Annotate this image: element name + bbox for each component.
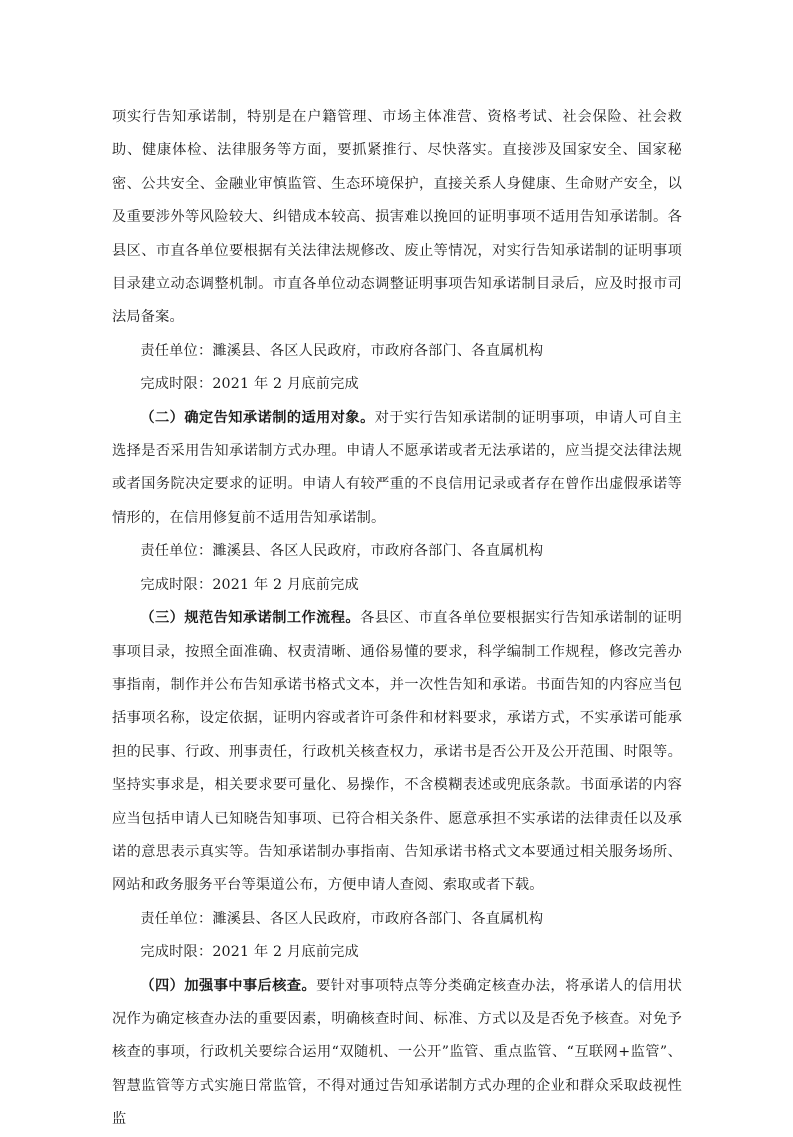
section-heading: （二）确定告知承诺制的适用对象。 — [140, 409, 375, 426]
section-heading: （三）规范告知承诺制工作流程。 — [140, 610, 361, 627]
document-body — [112, 101, 682, 1137]
deadline-line — [112, 936, 682, 969]
section-heading: （四）加强事中事后核查。 — [140, 977, 317, 994]
paragraph-text: 项实行告知承诺制，特别是在户籍管理、市场主体准营、资格考试、社会保险、社会救助、健康体检、法律服务等方面，要抓紧推行、尽快落实。直接涉及国家安全、国家秘密、公共安全、金融业审慎监管、生态环境保护，直接关系人身健康、生命财产安全，以及重要涉外等风险较大、纠错成本较高、损害难以挽回的证明事项不适用告知承诺制。各县区、市直各单位要根据有关法律法规修改、废止等情况，对实行告知承诺制的证明事项目录建立动态调整机制。市直各单位动态调整证明事项告知承诺制目录后，应及时报市司法局备案。 — [112, 109, 682, 326]
section-4-paragraph — [112, 970, 682, 1137]
responsible-unit-line — [112, 535, 682, 568]
responsible-unit-line — [112, 903, 682, 936]
paragraph-text: 要针对事项特点等分类确定核查办法，将承诺人的信用状况作为确定核查办法的重要因素，明确核查时间、标准、方式以及是否免予核查。对免予核查的事项，行政机关要综合运用“双随机、一公开”监管、重点监管、“互联网+监管”、智慧监管等方式实施日常监管，不得对通过告知承诺制方式办理的企业和群众采取歧视性监 — [112, 977, 682, 1128]
deadline-line — [112, 368, 682, 401]
paragraph-text: 责任单位：濉溪县、各区人民政府，市政府各部门、各直属机构 — [140, 910, 544, 927]
section-2-paragraph — [112, 402, 682, 536]
paragraph-text: 完成时限：2021 年 2 月底前完成 — [140, 576, 359, 593]
paragraph-text: 各县区、市直各单位要根据实行告知承诺制的证明事项目录，按照全面准确、权责清晰、通俗易懂的要求，科学编制工作规程，修改完善办事指南，制作并公布告知承诺书格式文本，并一次性告知和承诺。书面告知的内容应当包括事项名称，设定依据，证明内容或者许可条件和材料要求，承诺方式，不实承诺可能承担的民事、行政、刑事责任，行政机关核查权力，承诺书是否公开及公开范围、时限等。坚持实事求是，相关要求要可量化、易操作，不含模糊表述或兜底条款。书面承诺的内容应当包括申请人已知晓告知事项、已符合相关条件、愿意承担不实承诺的法律责任以及承诺的意思表示真实等。告知承诺制办事指南、告知承诺书格式文本要通过相关服务场所、网站和政务服务平台等渠道公布，方便申请人查阅、索取或者下载。 — [112, 610, 682, 894]
paragraph-intro — [112, 101, 682, 335]
responsible-unit-line — [112, 335, 682, 368]
deadline-line — [112, 569, 682, 602]
paragraph-text: 责任单位：濉溪县、各区人民政府，市政府各部门、各直属机构 — [140, 342, 544, 359]
paragraph-text: 责任单位：濉溪县、各区人民政府，市政府各部门、各直属机构 — [140, 543, 544, 560]
paragraph-text: 对于实行告知承诺制的证明事项，申请人可自主选择是否采用告知承诺制方式办理。申请人不愿承诺或者无法承诺的，应当提交法律法规或者国务院决定要求的证明。申请人有较严重的不良信用记录或者存在曾作出虚假承诺等情形的，在信用修复前不适用告知承诺制。 — [112, 409, 683, 526]
section-3-paragraph — [112, 602, 682, 903]
paragraph-text: 完成时限：2021 年 2 月底前完成 — [140, 944, 359, 961]
paragraph-text: 完成时限：2021 年 2 月底前完成 — [140, 376, 359, 393]
